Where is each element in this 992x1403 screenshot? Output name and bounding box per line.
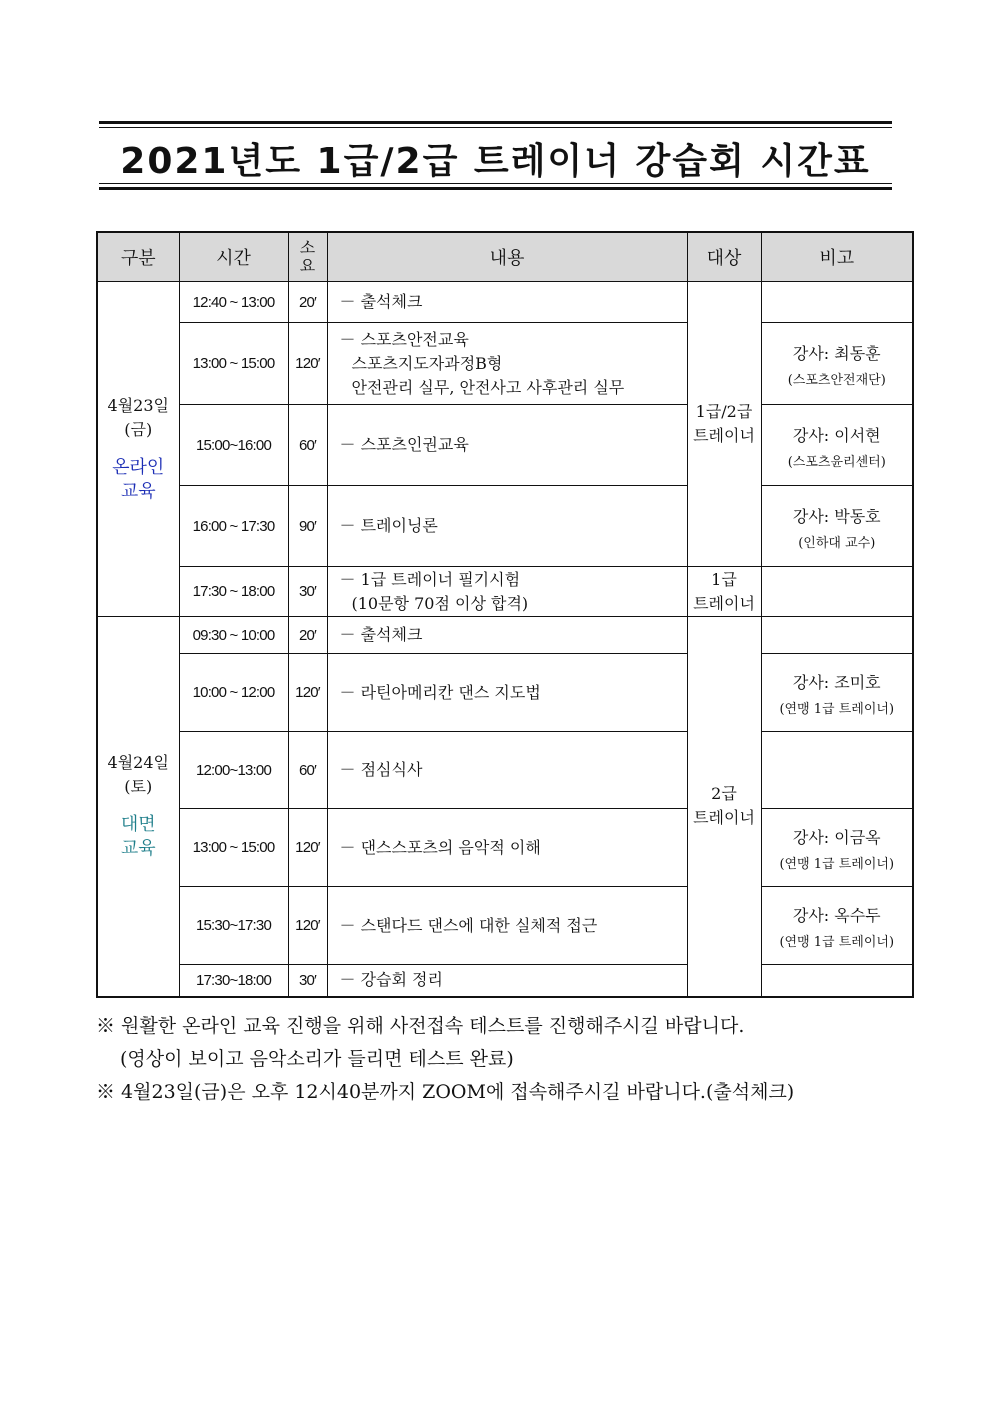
note-cell — [761, 323, 913, 405]
day1-exam-target-line2: 트레이너 — [693, 593, 755, 613]
day1-category — [97, 282, 179, 617]
content-cell: － 점심식사 — [327, 732, 687, 809]
time-cell: 16:00 ~ 17:30 — [179, 486, 288, 567]
day2-mode2: 교육 — [120, 838, 156, 860]
content-cell: － 출석체크 — [327, 282, 687, 323]
header-note: 비고 — [761, 232, 913, 282]
note-line-2: (영상이 보이고 음악소리가 들리면 테스트 완료) — [120, 1048, 514, 1070]
instructor-name: 강사: 옥수두 — [792, 906, 881, 925]
day2-weekday: (토) — [124, 777, 153, 797]
day1-mode: 온라인 — [112, 457, 165, 478]
title-box — [99, 121, 892, 191]
note-cell — [761, 405, 913, 486]
table-row — [97, 405, 913, 486]
note-cell — [761, 654, 913, 732]
note-cell — [761, 965, 913, 997]
day1-target — [687, 282, 761, 567]
header-target: 대상 — [687, 232, 761, 282]
day2-target-line2: 트레이너 — [693, 808, 755, 828]
header-duration — [288, 232, 327, 282]
content-cell: － 라틴아메리칸 댄스 지도법 — [327, 654, 687, 732]
day2-date: 4월24일 — [107, 753, 169, 773]
table-row — [97, 486, 913, 567]
title-rule-top — [99, 121, 892, 124]
time-cell: 15:00~16:00 — [179, 405, 288, 486]
time-cell: 12:40 ~ 13:00 — [179, 282, 288, 323]
table-row — [97, 965, 913, 997]
duration-cell: 20′ — [288, 617, 327, 654]
schedule-table — [96, 231, 914, 998]
content-cell: － 스탠다드 댄스에 대한 실체적 접근 — [327, 887, 687, 965]
table-row — [97, 567, 913, 617]
note-cell — [761, 617, 913, 654]
content-cell: － 댄스스포츠의 음악적 이해 — [327, 809, 687, 887]
time-cell: 13:00 ~ 15:00 — [179, 809, 288, 887]
title-rule-top-thin — [99, 127, 892, 128]
day2-target-line1: 2급 — [711, 784, 737, 804]
table-row — [97, 617, 913, 654]
time-cell: 17:30~18:00 — [179, 965, 288, 997]
duration-cell: 90′ — [288, 486, 327, 567]
day1-exam-target-line1: 1급 — [711, 569, 737, 589]
content-cell: － 트레이닝론 — [327, 486, 687, 567]
note-cell — [761, 567, 913, 617]
duration-cell: 30′ — [288, 965, 327, 997]
instructor-affiliation: (연맹 1급 트레이너) — [779, 857, 895, 872]
content-line: 안전관리 실무, 안전사고 사후관리 실무 — [351, 377, 625, 397]
content-cell: － 스포츠인권교육 — [327, 405, 687, 486]
time-cell: 17:30 ~ 18:00 — [179, 567, 288, 617]
title-rule-bottom-thin — [99, 183, 892, 184]
time-cell: 13:00 ~ 15:00 — [179, 323, 288, 405]
time-cell: 15:30~17:30 — [179, 887, 288, 965]
instructor-affiliation: (인하대 교수) — [798, 535, 876, 551]
instructor-name: 강사: 이서현 — [792, 425, 881, 445]
duration-cell: 120′ — [288, 809, 327, 887]
note-cell — [761, 809, 913, 887]
table-row — [97, 809, 913, 887]
header-row — [97, 232, 913, 282]
content-cell: － 출석체크 — [327, 617, 687, 654]
duration-cell: 120′ — [288, 887, 327, 965]
time-cell: 09:30 ~ 10:00 — [179, 617, 288, 654]
day1-target-line2: 트레이너 — [693, 426, 755, 445]
instructor-name: 강사: 조미호 — [792, 673, 881, 692]
header-time: 시간 — [179, 232, 288, 282]
note-cell — [761, 282, 913, 323]
content-line: (10문항 70점 이상 합격) — [351, 593, 529, 613]
table-row — [97, 282, 913, 323]
day1-mode2: 교육 — [120, 481, 156, 502]
instructor-affiliation: (스포츠안전재단) — [787, 373, 886, 388]
table-row — [97, 732, 913, 809]
day2-category — [97, 617, 179, 997]
time-cell: 12:00~13:00 — [179, 732, 288, 809]
note-line-3: ※ 4월23일(금)은 오후 12시40분까지 ZOOM에 접속해주시길 바랍니다.(출석체크) — [96, 1081, 795, 1103]
header-category: 구분 — [97, 232, 179, 282]
time-cell: 10:00 ~ 12:00 — [179, 654, 288, 732]
day1-target-line1: 1급/2급 — [695, 402, 753, 421]
header-content: 내용 — [327, 232, 687, 282]
duration-cell: 30′ — [288, 567, 327, 617]
title-rule-bottom — [99, 187, 892, 190]
day1-date: 4월23일 — [107, 396, 169, 415]
instructor-affiliation: (연맹 1급 트레이너) — [779, 935, 895, 950]
instructor-name: 강사: 이금옥 — [792, 828, 881, 847]
day2-target — [687, 617, 761, 997]
instructor-name: 강사: 박동호 — [792, 506, 881, 526]
content-cell — [327, 323, 687, 405]
table-row — [97, 323, 913, 405]
duration-cell: 60′ — [288, 405, 327, 486]
content-line: － 스포츠안전교육 — [339, 329, 469, 349]
table-row — [97, 654, 913, 732]
day1-exam-target — [687, 567, 761, 617]
note-cell — [761, 887, 913, 965]
duration-cell: 20′ — [288, 282, 327, 323]
content-cell — [327, 567, 687, 617]
content-line: － 1급 트레이너 필기시험 — [339, 569, 521, 589]
instructor-affiliation: (연맹 1급 트레이너) — [779, 702, 895, 717]
day1-weekday: (금) — [124, 420, 153, 439]
duration-cell: 120′ — [288, 323, 327, 405]
header-duration-text: 소요 — [299, 238, 316, 275]
note-line-1: ※ 원활한 온라인 교육 진행을 위해 사전접속 테스트를 진행해주시길 바랍니다. — [96, 1015, 745, 1037]
content-cell: － 강습회 정리 — [327, 965, 687, 997]
duration-cell: 120′ — [288, 654, 327, 732]
content-line: 스포츠지도자과정B형 — [351, 353, 503, 373]
instructor-affiliation: (스포츠윤리센터) — [787, 454, 886, 470]
note-cell — [761, 732, 913, 809]
day2-mode: 대면 — [120, 814, 156, 836]
instructor-name: 강사: 최동훈 — [792, 344, 881, 363]
table-row — [97, 887, 913, 965]
page-title: 2021년도 1급/2급 트레이너 강습회 시간표 — [120, 141, 871, 182]
notes — [96, 1010, 906, 1109]
duration-cell: 60′ — [288, 732, 327, 809]
note-cell — [761, 486, 913, 567]
